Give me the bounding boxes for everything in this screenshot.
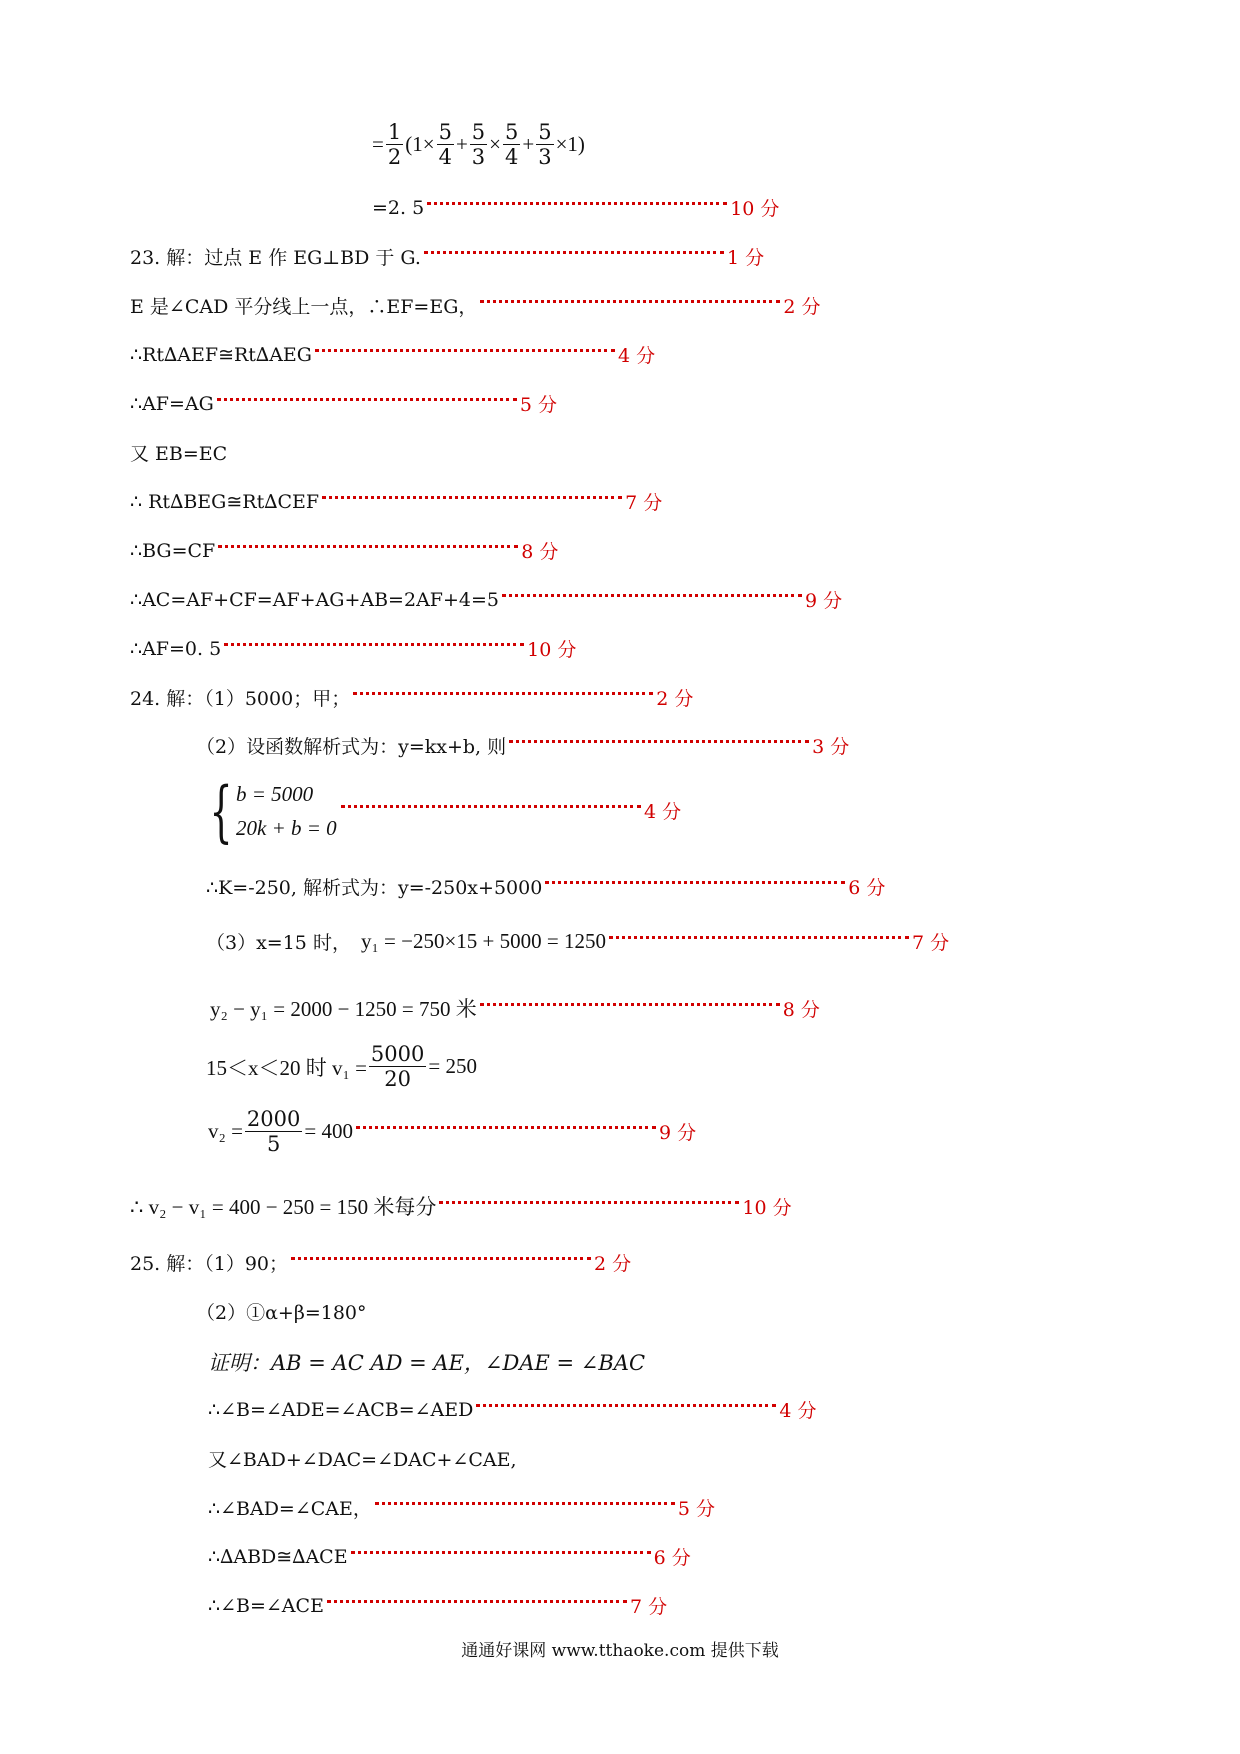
fraction-expression: = $\frac{1}{2}$ (1× $\frac{5}{4}$ + $\frac{5}{3}$ × $\frac{5}{4}$ + $\frac{5}{3}$ ×1)	[372, 120, 585, 170]
dot-leader	[218, 545, 518, 548]
score-label: 2 分	[594, 1253, 632, 1275]
score-label: 10 分	[742, 1196, 792, 1219]
score-label: 4 分	[644, 801, 682, 823]
fraction-4: $\frac{5}{3}$	[538, 120, 552, 170]
dot-leader	[315, 349, 615, 352]
answer-line: ∴Rt∆AEF≅Rt∆AEG 4 分	[130, 341, 655, 368]
answer-line: ∴K=-250, 解析式为：y=-250x+5000 6 分	[206, 873, 885, 900]
fraction-3: $\frac{5}{4}$	[505, 120, 519, 170]
answer-line: ∴BG=CF 8 分	[130, 537, 558, 564]
fraction-v2: $\frac{2000}{5}$	[246, 1107, 301, 1157]
score-label: 5 分	[519, 394, 557, 416]
answer-line: ∴ Rt∆BEG≅Rt∆CEF 7 分	[130, 488, 662, 515]
score-label: 2 分	[783, 296, 821, 318]
dot-leader	[476, 1404, 776, 1407]
score-label: 6 分	[653, 1547, 691, 1569]
answer-line: ∴AF=AG 5 分	[130, 390, 557, 417]
fraction-half: $\frac{1}{2}$	[387, 120, 402, 170]
dot-leader	[439, 1201, 739, 1204]
page-footer: 通通好课网 www.tthaoke.com 提供下载	[461, 1641, 779, 1661]
answer-line: 又∠BAD+∠DAC=∠DAC+∠CAE,	[208, 1449, 517, 1471]
score-label: 8 分	[782, 998, 820, 1021]
dot-leader	[509, 740, 809, 743]
dot-leader	[545, 881, 845, 884]
answer-line: （2）①α+β=180°	[196, 1302, 367, 1324]
answer-line: y₂ − y₁ = 2000 − 1250 = 750 米 8 分	[210, 993, 820, 1023]
answer-line: ∴∠B=∠ADE=∠ACB=∠AED 4 分	[208, 1396, 817, 1423]
dot-leader	[427, 202, 727, 205]
answer-line: v₂ = $\frac{2000}{5}$ = 400 9 分	[208, 1107, 697, 1157]
answer-line	[338, 797, 681, 824]
dot-leader	[341, 805, 641, 808]
score-label: 9 分	[805, 590, 843, 612]
answer-line: （2）设函数解析式为：y=kx+b, 则 3 分	[196, 732, 849, 759]
dot-leader	[353, 692, 653, 695]
answer-line: E 是∠CAD 平分线上一点，∴EF=EG， 2 分	[130, 292, 821, 319]
dot-leader	[356, 1126, 656, 1129]
answer-line: ∴AF=0. 5 10 分	[130, 635, 576, 662]
answer-line: 25. 解：（1）90； 2 分	[130, 1249, 631, 1276]
score-label: 2 分	[656, 688, 694, 710]
score-label: 9 分	[658, 1122, 697, 1145]
dot-leader	[609, 936, 909, 939]
answer-line: （3）x=15 时， y₁ = −250×15 + 5000 = 1250 7 分	[206, 929, 950, 954]
fraction-v1: $\frac{5000}{20}$	[370, 1042, 425, 1092]
dot-leader	[424, 251, 724, 254]
answer-line: =2. 5 10 分	[372, 194, 779, 221]
answer-line: 又 EB=EC	[130, 443, 228, 465]
dot-leader	[502, 594, 802, 597]
dot-leader	[224, 643, 524, 646]
dot-leader	[375, 1502, 675, 1505]
dot-leader	[351, 1551, 651, 1554]
brace-icon: {	[209, 772, 233, 850]
score-label: 8 分	[521, 541, 559, 563]
score-label: 1 分	[726, 247, 765, 269]
score-label: 7 分	[912, 932, 950, 954]
answer-line: 证明：AB = AC AD = AE，∠DAE = ∠BAC	[208, 1351, 646, 1375]
score-label: 4 分	[617, 345, 656, 367]
score-label: 7 分	[629, 1596, 668, 1618]
answer-line: 15＜x＜20 时 v₁ = $\frac{5000}{20}$ = 250	[206, 1042, 477, 1092]
fraction-2: $\frac{5}{3}$	[471, 120, 486, 170]
score-label: 7 分	[625, 492, 663, 514]
answer-line: ∴∆ABD≅∆ACE 6 分	[208, 1543, 691, 1570]
answer-line: ∴∠B=∠ACE 7 分	[208, 1592, 667, 1619]
score-label: 10 分	[527, 639, 577, 661]
answer-line: ∴ v₂ − v₁ = 400 − 250 = 150 米每分 10 分	[130, 1191, 792, 1221]
score-label: 10 分	[730, 198, 780, 220]
score-label: 6 分	[848, 877, 886, 899]
dot-leader	[217, 398, 517, 401]
fraction-1: $\frac{5}{4}$	[438, 120, 452, 170]
dot-leader	[327, 1600, 627, 1603]
dot-leader	[480, 300, 780, 303]
dot-leader	[291, 1257, 591, 1260]
dot-leader	[322, 496, 622, 499]
score-label: 4 分	[779, 1400, 817, 1422]
answer-line: ∴∠BAD=∠CAE， 5 分	[208, 1494, 715, 1521]
score-label: 5 分	[677, 1498, 716, 1520]
answer-line: ∴AC=AF+CF=AF+AG+AB=2AF+4=5 9 分	[130, 586, 842, 613]
answer-line: 23. 解：过点 E 作 EG⊥BD 于 G. 1 分	[130, 243, 764, 270]
equation-system: { b = 5000 20k + b = 0	[209, 772, 337, 850]
answer-line: 24. 解：（1）5000；甲； 2 分	[130, 684, 693, 711]
dot-leader	[480, 1003, 780, 1006]
score-label: 3 分	[812, 736, 850, 758]
